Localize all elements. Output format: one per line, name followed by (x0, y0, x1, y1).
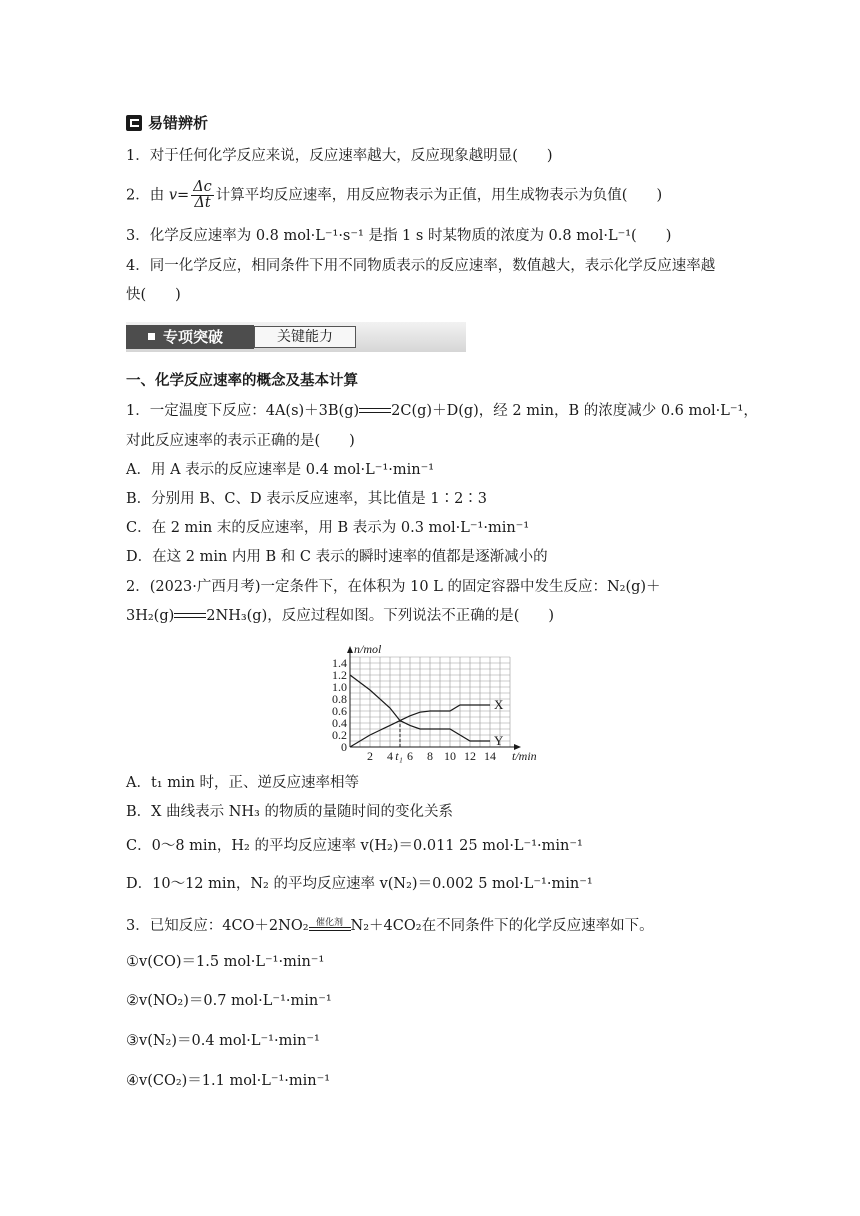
equilibrium-arrow-icon (359, 406, 391, 416)
q2-stem-cont: 3H₂(g) 2NH₃(g)，反应过程如图。下列说法不正确的是( ) (126, 608, 555, 624)
q3-item-3: ③v(N₂)＝0.4 mol·L⁻¹·min⁻¹ (126, 1033, 320, 1049)
catalyst-arrow-icon: 催化剂 (309, 916, 351, 936)
x-axis-label: t/min (512, 749, 537, 763)
y-tick-label: 1.0 (332, 680, 347, 694)
series-label-X: X (494, 697, 504, 712)
q1-option-d: D．在这 2 min 内用 B 和 C 表示的瞬时速率的值都是逐渐减小的 (126, 549, 548, 565)
error-item-4-cont: 快( ) (126, 287, 181, 303)
x-tick-label: 10 (444, 749, 456, 763)
y-tick-label: 0.4 (332, 716, 347, 730)
y-axis-arrow-icon (347, 646, 353, 653)
y-tick-label: 1.2 (332, 668, 347, 682)
q1-option-b: B．分别用 B、C、D 表示反应速率，其比值是 1∶2∶3 (126, 491, 488, 507)
y-tick-label: 0 (341, 740, 347, 754)
x-tick-label: 14 (484, 749, 496, 763)
y-tick-label: 0.8 (332, 692, 347, 706)
section-banner (126, 322, 466, 352)
banner-light-tab: 关键能力 (254, 326, 356, 348)
rate-fraction: $\frac{\Delta c}{\Delta t}$ (193, 179, 212, 211)
q3-item-1: ①v(CO)＝1.5 mol·L⁻¹·min⁻¹ (126, 954, 325, 970)
x-tick-label: t₁ (395, 749, 403, 763)
x-tick-label: 4 (387, 749, 393, 763)
x-tick-label: 8 (427, 749, 433, 763)
error-item-2: 2．由 v= $\frac{\Delta c}{\Delta t}$ 计算平均反应速率，用反应物表示为正值，用生成物表示为负值( ) (126, 179, 663, 211)
y-tick-label: 1.4 (332, 656, 347, 670)
x-tick-label: 6 (407, 749, 413, 763)
q3-item-4: ④v(CO₂)＝1.1 mol·L⁻¹·min⁻¹ (126, 1073, 331, 1089)
equilibrium-arrow-icon (174, 611, 206, 621)
q2-option-c: C．0～8 min，H₂ 的平均反应速率 v(H₂)＝0.011 25 mol·L⁻¹·min⁻¹ (126, 838, 583, 854)
series-label-Y: Y (494, 733, 504, 748)
x-tick-label: 2 (367, 749, 373, 763)
q2-option-b: B．X 曲线表示 NH₃ 的物质的量随时间的变化关系 (126, 804, 453, 820)
error-item-4: 4．同一化学反应，相同条件下用不同物质表示的反应速率，数值越大，表示化学反应速率越 (126, 258, 716, 274)
error-item-1: 1．对于任何化学反应来说，反应速率越大，反应现象越明显( ) (126, 148, 553, 164)
q1-stem-cont: 对此反应速率的表示正确的是( ) (126, 433, 355, 449)
error-item-3: 3．化学反应速率为 0.8 mol·L⁻¹·s⁻¹ 是指 1 s 时某物质的浓度为 0.8 mol·L⁻¹( ) (126, 228, 672, 244)
section-title: 易错辨析 (148, 114, 209, 132)
section-icon (126, 115, 142, 131)
n-vs-t-chart (320, 632, 550, 767)
y-tick-label: 0.6 (332, 704, 347, 718)
square-bullet-icon (148, 333, 155, 340)
q3-item-2: ②v(NO₂)＝0.7 mol·L⁻¹·min⁻¹ (126, 993, 332, 1009)
q2-stem: 2．(2023·广西月考)一定条件下，在体积为 10 L 的固定容器中发生反应：N₂(g)＋ (126, 579, 661, 595)
q1-stem: 1．一定温度下反应：4A(s)＋3B(g) 2C(g)＋D(g)，经 2 min，B 的浓度减少 0.6 mol·L⁻¹， (126, 403, 758, 419)
y-tick-label: 0.2 (332, 728, 347, 742)
q3-stem: 3．已知反应：4CO＋2NO₂ 催化剂 N₂＋4CO₂在不同条件下的化学反应速率如下。 (126, 918, 654, 934)
q2-option-a: A．t₁ min 时，正、逆反应速率相等 (126, 775, 360, 791)
q1-option-a: A．用 A 表示的反应速率是 0.4 mol·L⁻¹·min⁻¹ (126, 462, 435, 478)
y-axis-label: n/mol (354, 642, 382, 656)
banner-dark-tab: 专项突破 (126, 325, 254, 349)
section-heading: 一、化学反应速率的概念及基本计算 (126, 373, 358, 389)
x-tick-label: 12 (464, 749, 476, 763)
q2-option-d: D．10～12 min，N₂ 的平均反应速率 v(N₂)＝0.002 5 mol·L⁻¹·min⁻¹ (126, 876, 593, 892)
q1-option-c: C．在 2 min 末的反应速率，用 B 表示为 0.3 mol·L⁻¹·min⁻¹ (126, 520, 530, 536)
